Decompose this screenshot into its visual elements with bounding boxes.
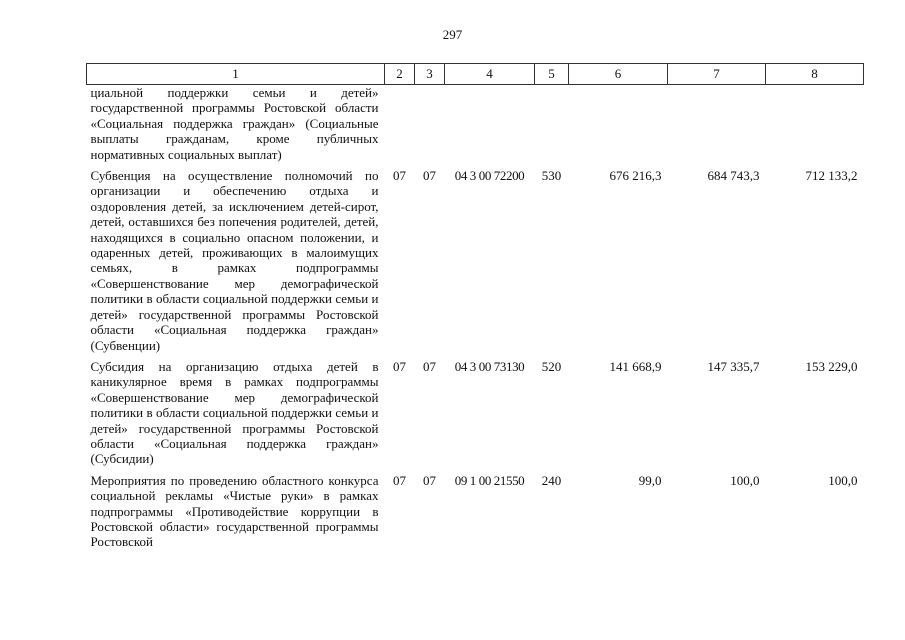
column-header: 6: [569, 64, 668, 85]
budget-table-container: [86, 63, 863, 550]
amount-year-2: 684 743,3: [707, 168, 760, 184]
amount-year-1: 141 668,9: [609, 358, 662, 374]
expense-type-code: 530: [541, 168, 562, 184]
amount-year-3: 712 133,2: [805, 168, 858, 184]
column-header: 3: [415, 64, 445, 85]
target-article-code: 04 3 00 73130: [454, 358, 525, 374]
amount-year-3: 153 229,0: [805, 358, 858, 374]
table-row: [87, 467, 864, 550]
subsection-code: 07: [423, 358, 436, 374]
column-header: 7: [668, 64, 766, 85]
expense-type-code: 520: [541, 358, 562, 374]
target-article-code: 09 1 00 21550: [454, 472, 525, 488]
row-description: циальной поддержки семьи и детей» государственной программы Ростовской области «Социальная поддержка граждан» (Социальные выплаты гражданам, кроме публичных нормативных социальных выплат): [90, 85, 379, 162]
page-number: 297: [442, 27, 463, 42]
row-description: Субсидия на организацию отдыха детей в каникулярное время в рамках подпрограммы «Совершенствование мер демографической политики в области социальной поддержки семьи и детей» государственной программы Ростовской области «Социальная поддержка граждан» (Субсидии): [90, 358, 379, 467]
table-header: [87, 64, 864, 85]
subsection-code: 07: [423, 472, 436, 488]
column-header: 1: [87, 64, 385, 85]
column-header: 5: [535, 64, 569, 85]
row-description: Субвенция на осуществление полномочий по организации и обеспечению отдыха и оздоровления детей, за исключением детей-сирот, детей, оставшихся без попечения родителей, детей, находящихся в социально опасном положении, и одаренных детей, проживающих в малоимущих семьях, в рамках подпрограммы «Совершенствование мер демографической политики в области социальной поддержки семьи и детей» государственной программы Ростовской области «Социальная поддержка граждан» (Субвенции): [90, 168, 379, 353]
budget-table: [86, 63, 864, 550]
column-header: 2: [385, 64, 415, 85]
row-description: Мероприятия по проведению областного конкурса социальной рекламы «Чистые руки» в рамках подпрограммы «Противодействие коррупции в Ростовской области» государственной программы Ростовской: [90, 472, 379, 550]
amount-year-1: 99,0: [638, 472, 662, 488]
table-row: [87, 162, 864, 353]
column-header: 8: [766, 64, 864, 85]
section-code: 07: [393, 168, 406, 184]
table-row: [87, 353, 864, 467]
section-code: 07: [393, 472, 406, 488]
amount-year-3: 100,0: [828, 472, 858, 488]
section-code: 07: [393, 358, 406, 374]
target-article-code: 04 3 00 72200: [454, 168, 525, 184]
table-row-continuation: [87, 85, 864, 163]
amount-year-2: 147 335,7: [707, 358, 760, 374]
amount-year-1: 676 216,3: [609, 168, 662, 184]
amount-year-2: 100,0: [730, 472, 760, 488]
column-header: 4: [445, 64, 535, 85]
expense-type-code: 240: [541, 472, 562, 488]
subsection-code: 07: [423, 168, 436, 184]
